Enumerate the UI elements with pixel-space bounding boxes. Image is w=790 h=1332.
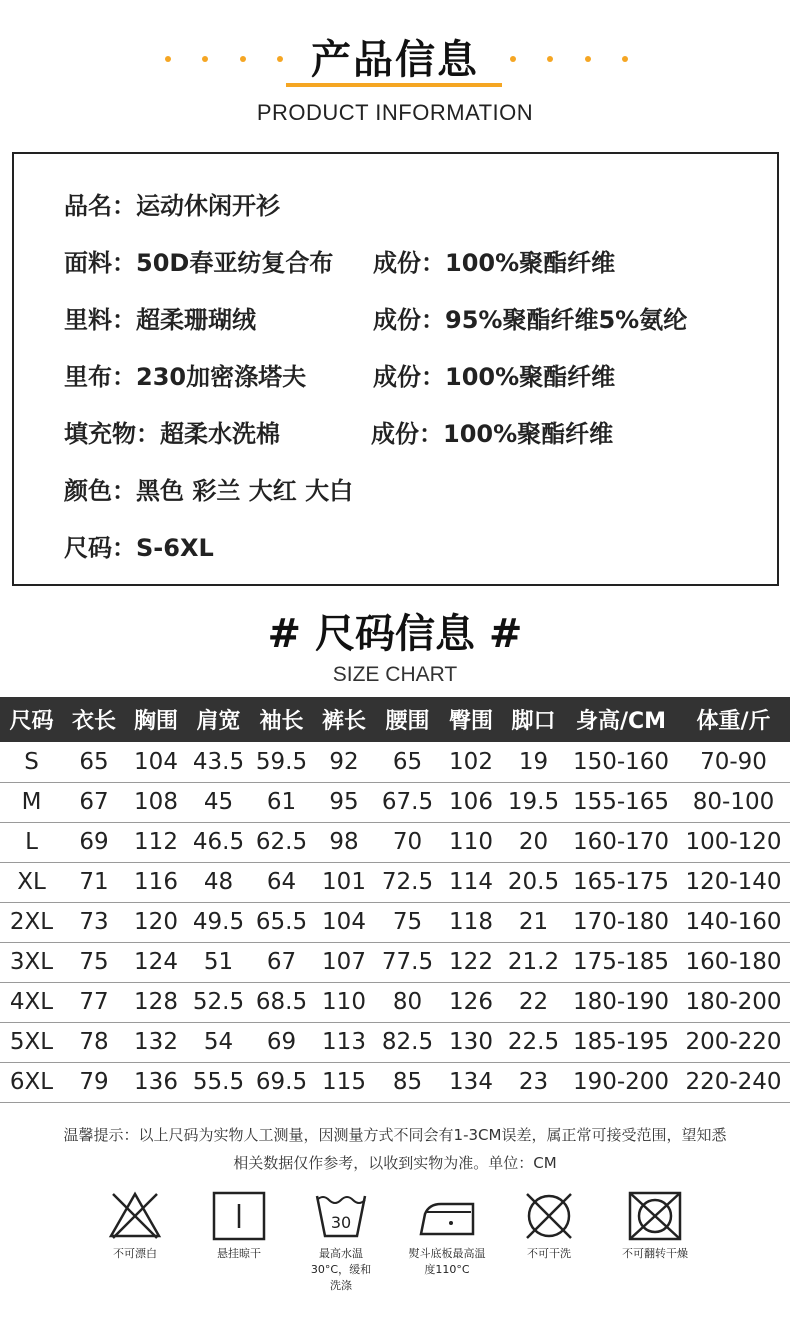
size-value-cell: 59.5 <box>250 742 313 782</box>
size-label-cell: 4XL <box>0 982 63 1022</box>
size-value-cell: 92 <box>313 742 375 782</box>
size-value-cell: 104 <box>313 902 375 942</box>
size-value-cell: 132 <box>125 1022 187 1062</box>
size-row <box>0 742 790 782</box>
col-header: 肩宽 <box>187 697 250 742</box>
size-value-cell: 72.5 <box>375 862 440 902</box>
col-header: 裤长 <box>313 697 375 742</box>
col-header: 胸围 <box>125 697 187 742</box>
size-value-cell: 155-165 <box>565 782 677 822</box>
iron-low-icon <box>417 1190 477 1242</box>
size-value-cell: 69 <box>63 822 125 862</box>
product-info-box <box>12 152 779 586</box>
size-value-cell: 49.5 <box>187 902 250 942</box>
col-header: 脚口 <box>502 697 565 742</box>
care-label: 熨斗底板最高温度110°C <box>408 1247 486 1276</box>
care-hang-dry <box>184 1190 294 1262</box>
size-value-cell: 126 <box>440 982 502 1022</box>
col-header: 体重/斤 <box>677 697 790 742</box>
care-label: 最高水温30°C，缓和洗涤 <box>310 1247 372 1292</box>
size-value-cell: 185-195 <box>565 1022 677 1062</box>
size-value-cell: 70-90 <box>677 742 790 782</box>
care-iron-low <box>392 1190 502 1278</box>
size-value-cell: 190-200 <box>565 1062 677 1102</box>
size-label-cell: L <box>0 822 63 862</box>
col-header: 身高/CM <box>565 697 677 742</box>
size-value-cell: 150-160 <box>565 742 677 782</box>
size-value-cell: 102 <box>440 742 502 782</box>
size-value-cell: 77.5 <box>375 942 440 982</box>
size-value-cell: 65.5 <box>250 902 313 942</box>
col-header: 袖长 <box>250 697 313 742</box>
size-value-cell: 69.5 <box>250 1062 313 1102</box>
care-label: 不可干洗 <box>527 1247 571 1260</box>
size-table-header-row <box>0 697 790 742</box>
care-wash-30 <box>286 1190 396 1294</box>
care-no-tumble-dry <box>600 1190 710 1262</box>
size-label-cell: M <box>0 782 63 822</box>
size-row <box>0 862 790 902</box>
size-value-cell: 104 <box>125 742 187 782</box>
size-value-cell: 19.5 <box>502 782 565 822</box>
info-fabric-label: 面料：50D春亚纺复合布 <box>64 249 334 277</box>
size-value-cell: 220-240 <box>677 1062 790 1102</box>
size-value-cell: 108 <box>125 782 187 822</box>
size-value-cell: 54 <box>187 1022 250 1062</box>
size-value-cell: 98 <box>313 822 375 862</box>
size-value-cell: 112 <box>125 822 187 862</box>
info-lining <box>64 300 688 335</box>
size-value-cell: 61 <box>250 782 313 822</box>
info-filling <box>64 414 614 449</box>
care-label: 不可翻转干燥 <box>622 1247 688 1260</box>
hang-dry-icon <box>211 1190 267 1242</box>
size-value-cell: 118 <box>440 902 502 942</box>
size-value-cell: 180-190 <box>565 982 677 1022</box>
care-no-bleach <box>80 1190 190 1262</box>
size-value-cell: 67.5 <box>375 782 440 822</box>
info-lining-label: 里料：超柔珊瑚绒 <box>64 306 256 334</box>
size-value-cell: 107 <box>313 942 375 982</box>
size-value-cell: 82.5 <box>375 1022 440 1062</box>
size-value-cell: 160-170 <box>565 822 677 862</box>
size-value-cell: 65 <box>375 742 440 782</box>
size-value-cell: 80-100 <box>677 782 790 822</box>
size-value-cell: 23 <box>502 1062 565 1102</box>
size-value-cell: 69 <box>250 1022 313 1062</box>
size-value-cell: 124 <box>125 942 187 982</box>
size-value-cell: 175-185 <box>565 942 677 982</box>
product-info-subtitle: PRODUCT INFORMATION <box>256 100 534 125</box>
size-row <box>0 902 790 942</box>
note-line-2: 相关数据仅作参考，以收到实物为准。单位：CM <box>233 1154 557 1172</box>
size-value-cell: 128 <box>125 982 187 1022</box>
size-value-cell: 110 <box>440 822 502 862</box>
size-value-cell: 52.5 <box>187 982 250 1022</box>
product-info-title: 产品信息 <box>311 37 479 83</box>
no-tumble-dry-icon <box>627 1190 683 1242</box>
size-value-cell: 116 <box>125 862 187 902</box>
size-value-cell: 21.2 <box>502 942 565 982</box>
note-line-1: 温馨提示：以上尺码为实物人工测量，因测量方式不同会有1-3CM误差，属正常可接受范围，望知悉 <box>63 1126 727 1144</box>
size-value-cell: 160-180 <box>677 942 790 982</box>
size-label-cell: 5XL <box>0 1022 63 1062</box>
care-no-dry-clean <box>494 1190 604 1262</box>
size-value-cell: 71 <box>63 862 125 902</box>
size-value-cell: 75 <box>63 942 125 982</box>
size-value-cell: 114 <box>440 862 502 902</box>
info-lining-comp: 成份：95%聚酯纤维5%氨纶 <box>373 306 688 334</box>
info-filling-label: 填充物：超柔水洗棉 <box>64 420 280 448</box>
size-value-cell: 20 <box>502 822 565 862</box>
size-value-cell: 170-180 <box>565 902 677 942</box>
size-row <box>0 782 790 822</box>
size-value-cell: 130 <box>440 1022 502 1062</box>
size-row <box>0 942 790 982</box>
wash-30-icon <box>313 1190 369 1242</box>
info-filling-comp: 成份：100%聚酯纤维 <box>371 420 614 448</box>
size-value-cell: 134 <box>440 1062 502 1102</box>
size-value-cell: 85 <box>375 1062 440 1102</box>
size-value-cell: 51 <box>187 942 250 982</box>
size-value-cell: 115 <box>313 1062 375 1102</box>
size-value-cell: 70 <box>375 822 440 862</box>
size-value-cell: 80 <box>375 982 440 1022</box>
info-fabric-comp: 成份：100%聚酯纤维 <box>373 249 616 277</box>
size-value-cell: 122 <box>440 942 502 982</box>
size-row <box>0 822 790 862</box>
size-value-cell: 22.5 <box>502 1022 565 1062</box>
size-row <box>0 982 790 1022</box>
info-inner-comp: 成份：100%聚酯纤维 <box>373 363 616 391</box>
size-value-cell: 65 <box>63 742 125 782</box>
size-value-cell: 22 <box>502 982 565 1022</box>
size-value-cell: 101 <box>313 862 375 902</box>
size-value-cell: 43.5 <box>187 742 250 782</box>
size-chart-subtitle: SIZE CHART <box>332 663 458 686</box>
size-value-cell: 78 <box>63 1022 125 1062</box>
size-value-cell: 73 <box>63 902 125 942</box>
info-name: 品名：运动休闲开衫 <box>64 192 280 220</box>
size-value-cell: 200-220 <box>677 1022 790 1062</box>
info-inner-label: 里布：230加密涤塔夫 <box>64 363 307 391</box>
size-value-cell: 140-160 <box>677 902 790 942</box>
size-value-cell: 48 <box>187 862 250 902</box>
size-table-body <box>0 742 790 1102</box>
size-value-cell: 120-140 <box>677 862 790 902</box>
size-label-cell: 2XL <box>0 902 63 942</box>
size-value-cell: 110 <box>313 982 375 1022</box>
size-row <box>0 1062 790 1102</box>
size-value-cell: 46.5 <box>187 822 250 862</box>
size-value-cell: 20.5 <box>502 862 565 902</box>
care-label: 悬挂晾干 <box>217 1247 261 1260</box>
size-value-cell: 64 <box>250 862 313 902</box>
no-dry-clean-icon <box>521 1190 577 1242</box>
size-value-cell: 106 <box>440 782 502 822</box>
title-underline <box>286 83 502 87</box>
col-header: 腰围 <box>375 697 440 742</box>
size-value-cell: 113 <box>313 1022 375 1062</box>
col-header: 臀围 <box>440 697 502 742</box>
size-value-cell: 120 <box>125 902 187 942</box>
size-label-cell: 6XL <box>0 1062 63 1102</box>
size-value-cell: 100-120 <box>677 822 790 862</box>
wash-temp-text: 30 <box>330 1213 352 1232</box>
size-value-cell: 67 <box>250 942 313 982</box>
size-value-cell: 77 <box>63 982 125 1022</box>
size-value-cell: 45 <box>187 782 250 822</box>
size-chart-title: # 尺码信息 # <box>267 611 523 657</box>
size-value-cell: 180-200 <box>677 982 790 1022</box>
info-color: 颜色：黑色 彩兰 大红 大白 <box>64 477 354 505</box>
size-label-cell: S <box>0 742 63 782</box>
size-value-cell: 68.5 <box>250 982 313 1022</box>
info-size: 尺码：S-6XL <box>64 534 214 562</box>
size-value-cell: 55.5 <box>187 1062 250 1102</box>
size-row <box>0 1022 790 1062</box>
size-value-cell: 165-175 <box>565 862 677 902</box>
size-value-cell: 136 <box>125 1062 187 1102</box>
product-info-header <box>0 18 790 128</box>
size-value-cell: 95 <box>313 782 375 822</box>
size-value-cell: 21 <box>502 902 565 942</box>
no-bleach-icon <box>107 1190 163 1242</box>
care-label: 不可漂白 <box>113 1247 157 1260</box>
col-header: 衣长 <box>63 697 125 742</box>
size-value-cell: 62.5 <box>250 822 313 862</box>
size-value-cell: 79 <box>63 1062 125 1102</box>
info-inner <box>64 357 616 392</box>
size-label-cell: 3XL <box>0 942 63 982</box>
size-table <box>0 697 790 1103</box>
size-value-cell: 67 <box>63 782 125 822</box>
info-fabric <box>64 243 616 278</box>
col-header: 尺码 <box>0 697 63 742</box>
size-value-cell: 19 <box>502 742 565 782</box>
size-label-cell: XL <box>0 862 63 902</box>
size-value-cell: 75 <box>375 902 440 942</box>
